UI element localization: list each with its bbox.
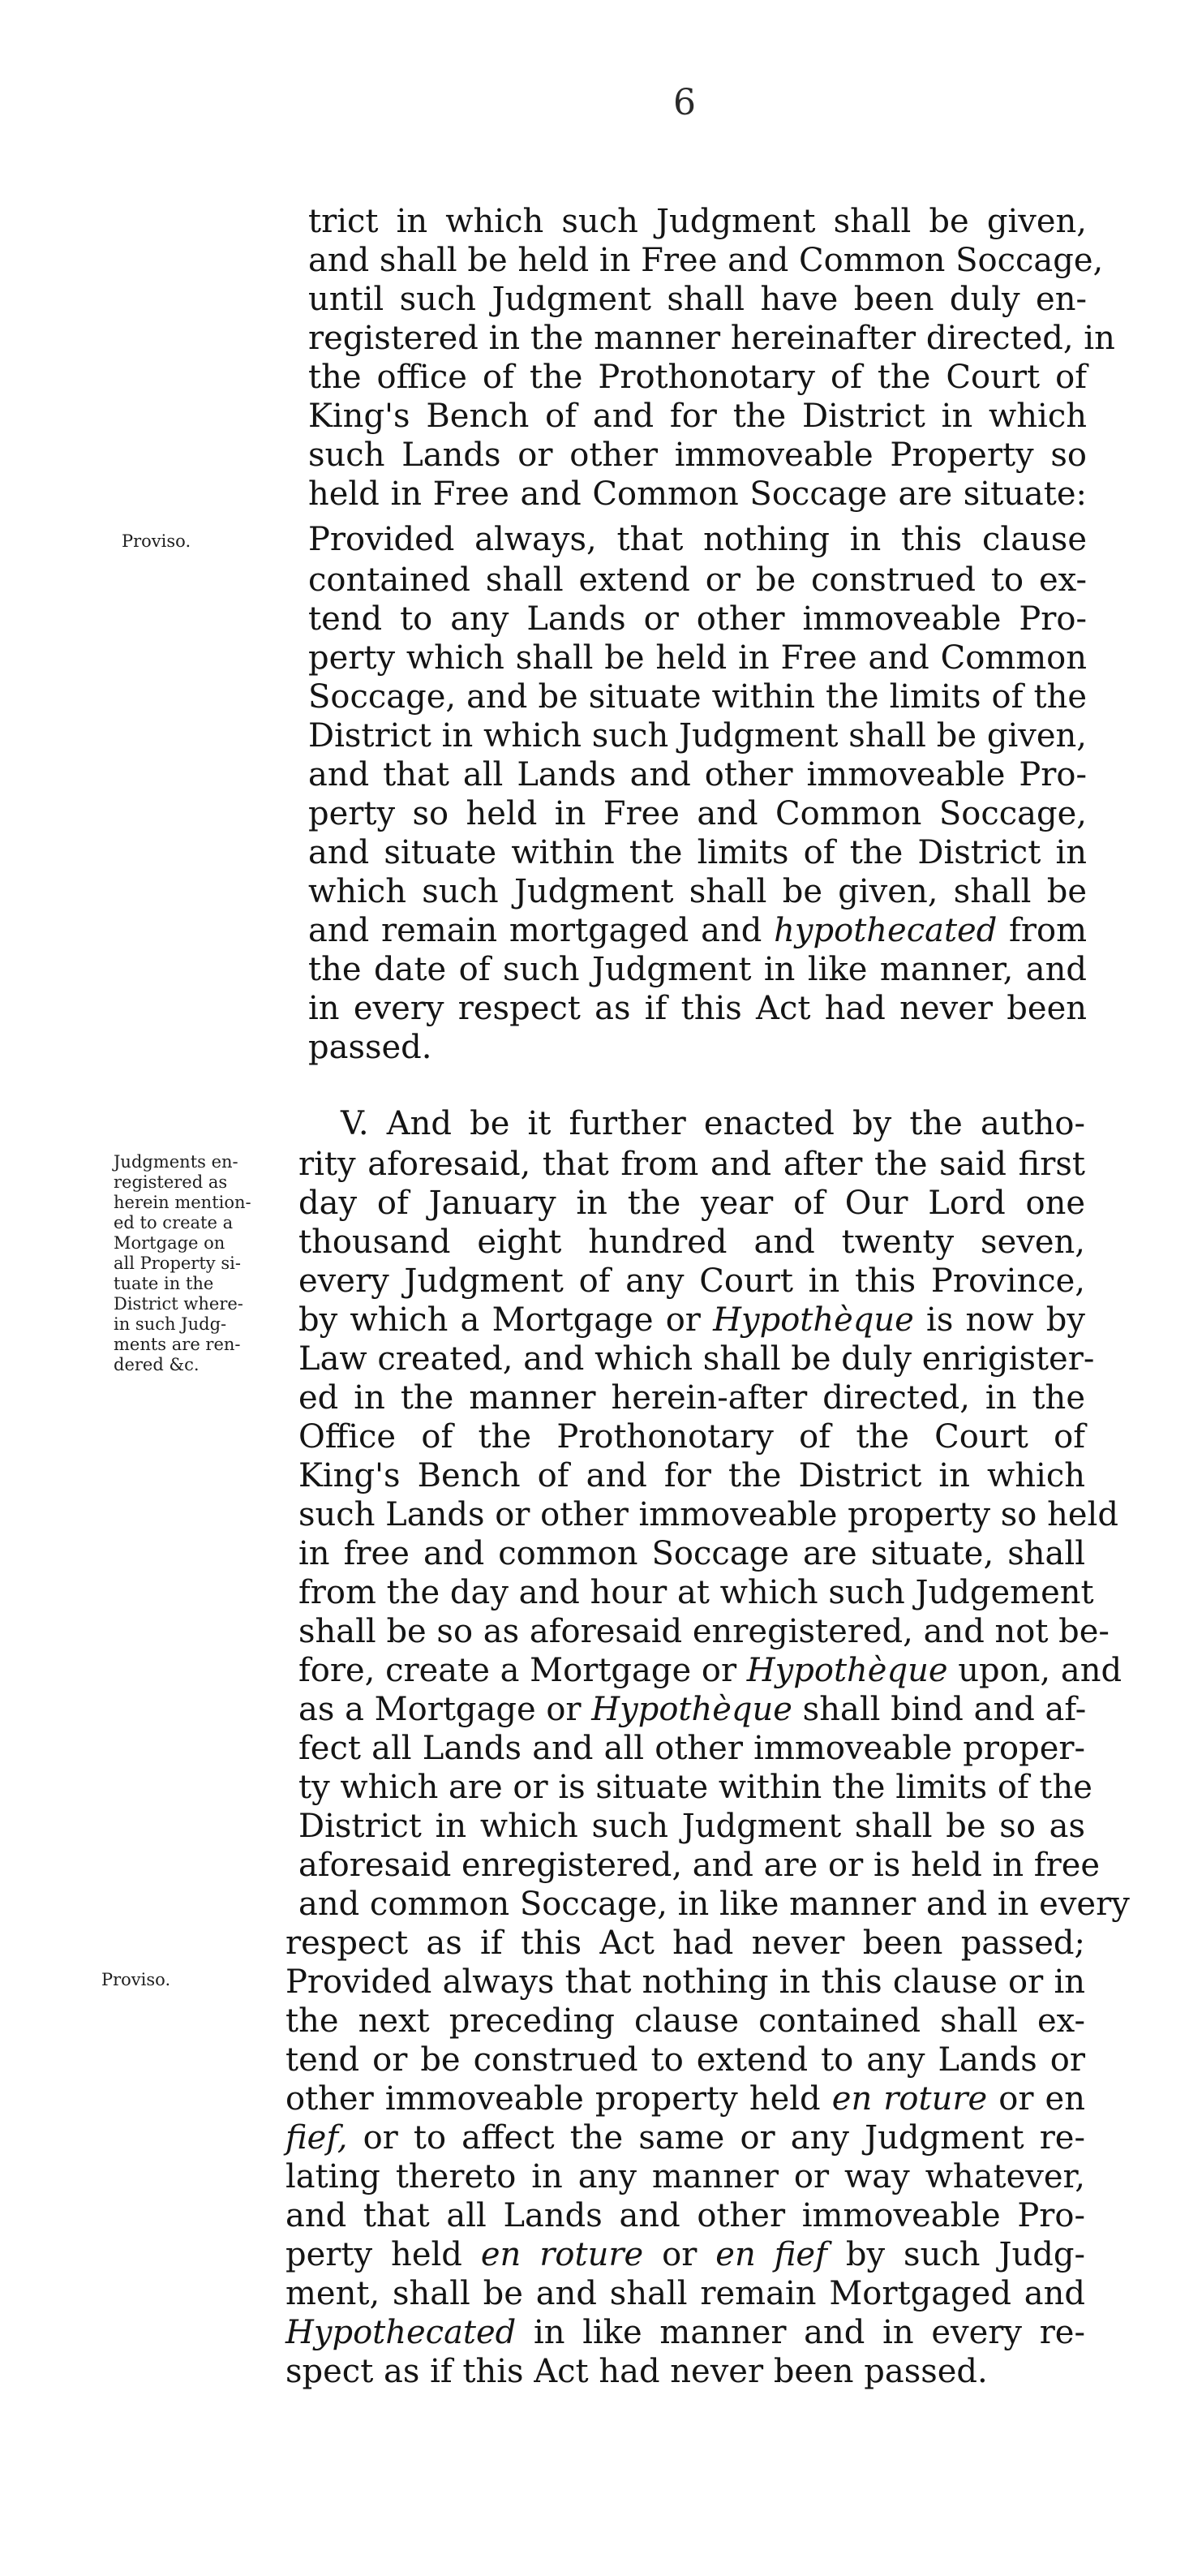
text-line: fore, create a Mortgage or Hypothèque upon, and xyxy=(298,1652,1122,1689)
text-line: lating thereto in any manner or way whatever, xyxy=(285,2158,1085,2195)
text-line: from the day and hour at which such Judgement xyxy=(298,1574,1094,1611)
text-line: ed in the manner herein-after directed, in the xyxy=(298,1379,1085,1417)
text-line: aforesaid enregistered, and are or is held in free xyxy=(298,1847,1101,1884)
text-line: in every respect as if this Act had never been xyxy=(308,990,1087,1027)
text-line: tend or be construed to extend to any Lands or xyxy=(285,2041,1085,2079)
text-line: spect as if this Act had never been passed. xyxy=(285,2353,988,2390)
text-line: ty which are or is situate within the limits of the xyxy=(298,1769,1092,1806)
text-line: perty held en roture or en fief by such Judg- xyxy=(285,2236,1085,2273)
text-line: ment, shall be and shall remain Mortgaged and xyxy=(285,2275,1085,2312)
text-line: contained shall extend or be construed to ex- xyxy=(308,561,1087,599)
text-line: every Judgment of any Court in this Province, xyxy=(298,1262,1085,1300)
margin-note-line: registered as xyxy=(114,1172,228,1192)
text-line: and common Soccage, in like manner and in every xyxy=(298,1886,1130,1923)
text-line: V. And be it further enacted by the autho- xyxy=(341,1105,1085,1142)
text-line: perty so held in Free and Common Soccage, xyxy=(308,795,1087,832)
margin-note-line: Mortgage on xyxy=(114,1233,225,1253)
text-line: day of January in the year of Our Lord one xyxy=(298,1185,1085,1222)
text-line: the date of such Judgment in like manner, and xyxy=(308,951,1087,988)
text-line: until such Judgment shall have been duly en- xyxy=(308,281,1087,318)
text-line: and situate within the limits of the District in xyxy=(308,834,1087,871)
text-line: held in Free and Common Soccage are situate: xyxy=(308,475,1087,513)
margin-note-line: ed to create a xyxy=(114,1213,234,1232)
text-line: and that all Lands and other immoveable Pro- xyxy=(285,2197,1085,2234)
margin-note-line: dered &c. xyxy=(114,1355,200,1374)
text-line: and that all Lands and other immoveable Pro- xyxy=(308,756,1087,793)
margin-note-line: District where- xyxy=(114,1294,243,1314)
text-line: registered in the manner hereinafter directed, in xyxy=(308,320,1115,357)
text-line: perty which shall be held in Free and Common xyxy=(308,639,1087,677)
text-line: tend to any Lands or other immoveable Pro- xyxy=(308,600,1087,638)
text-line: King's Bench of and for the District in which xyxy=(308,398,1087,435)
text-line: and shall be held in Free and Common Soccage, xyxy=(308,242,1104,279)
text-line: the office of the Prothonotary of the Court of xyxy=(308,359,1087,396)
text-line: District in which such Judgment shall be given, xyxy=(308,717,1087,755)
text-line: trict in which such Judgment shall be given, xyxy=(308,203,1087,240)
text-line: as a Mortgage or Hypothèque shall bind and af- xyxy=(298,1691,1087,1728)
text-line: passed. xyxy=(308,1029,432,1066)
text-line: Hypothecated in like manner and in every re- xyxy=(285,2314,1085,2351)
margin-note-proviso: Proviso. xyxy=(101,1970,171,1989)
text-line: in free and common Soccage are situate, shall xyxy=(298,1535,1085,1572)
margin-note-line: tuate in the xyxy=(114,1274,214,1293)
text-line: Office of the Prothonotary of the Court of xyxy=(298,1418,1085,1456)
text-line: fief, or to affect the same or any Judgment re- xyxy=(285,2119,1085,2157)
text-line: which such Judgment shall be given, shall be xyxy=(308,873,1087,910)
text-line: District in which such Judgment shall be so as xyxy=(298,1808,1085,1845)
text-line: respect as if this Act had never been passed; xyxy=(285,1924,1085,1962)
margin-note-line: Judgments en- xyxy=(114,1152,238,1172)
text-line: Provided always, that nothing in this clause xyxy=(308,521,1087,558)
text-line: shall be so as aforesaid enregistered, and not be- xyxy=(298,1613,1110,1650)
page-number: 6 xyxy=(673,82,696,123)
text-line: the next preceding clause contained shall ex- xyxy=(285,2002,1085,2040)
margin-note-line: all Property si- xyxy=(114,1254,241,1273)
text-line: other immoveable property held en roture or en xyxy=(285,2080,1085,2118)
text-line: King's Bench of and for the District in which xyxy=(298,1457,1085,1494)
text-line: Soccage, and be situate within the limits of the xyxy=(308,678,1087,716)
text-line: fect all Lands and all other immoveable proper- xyxy=(298,1730,1085,1767)
margin-note-line: in such Judg- xyxy=(114,1314,227,1334)
text-line: Provided always that nothing in this clause or in xyxy=(285,1963,1085,2001)
margin-note-line: ments are ren- xyxy=(114,1335,241,1354)
text-line: such Lands or other immoveable Property so xyxy=(308,437,1087,474)
margin-note-line: herein mention- xyxy=(114,1193,251,1212)
text-line: thousand eight hundred and twenty seven, xyxy=(298,1223,1085,1261)
margin-note-proviso: Proviso. xyxy=(122,531,191,551)
text-line: such Lands or other immoveable property so held xyxy=(298,1496,1118,1533)
text-line: rity aforesaid, that from and after the said first xyxy=(298,1146,1085,1183)
text-line: Law created, and which shall be duly enrigister- xyxy=(298,1340,1095,1378)
text-line: and remain mortgaged and hypothecated from xyxy=(308,912,1087,949)
text-line: by which a Mortgage or Hypothèque is now by xyxy=(298,1301,1086,1339)
